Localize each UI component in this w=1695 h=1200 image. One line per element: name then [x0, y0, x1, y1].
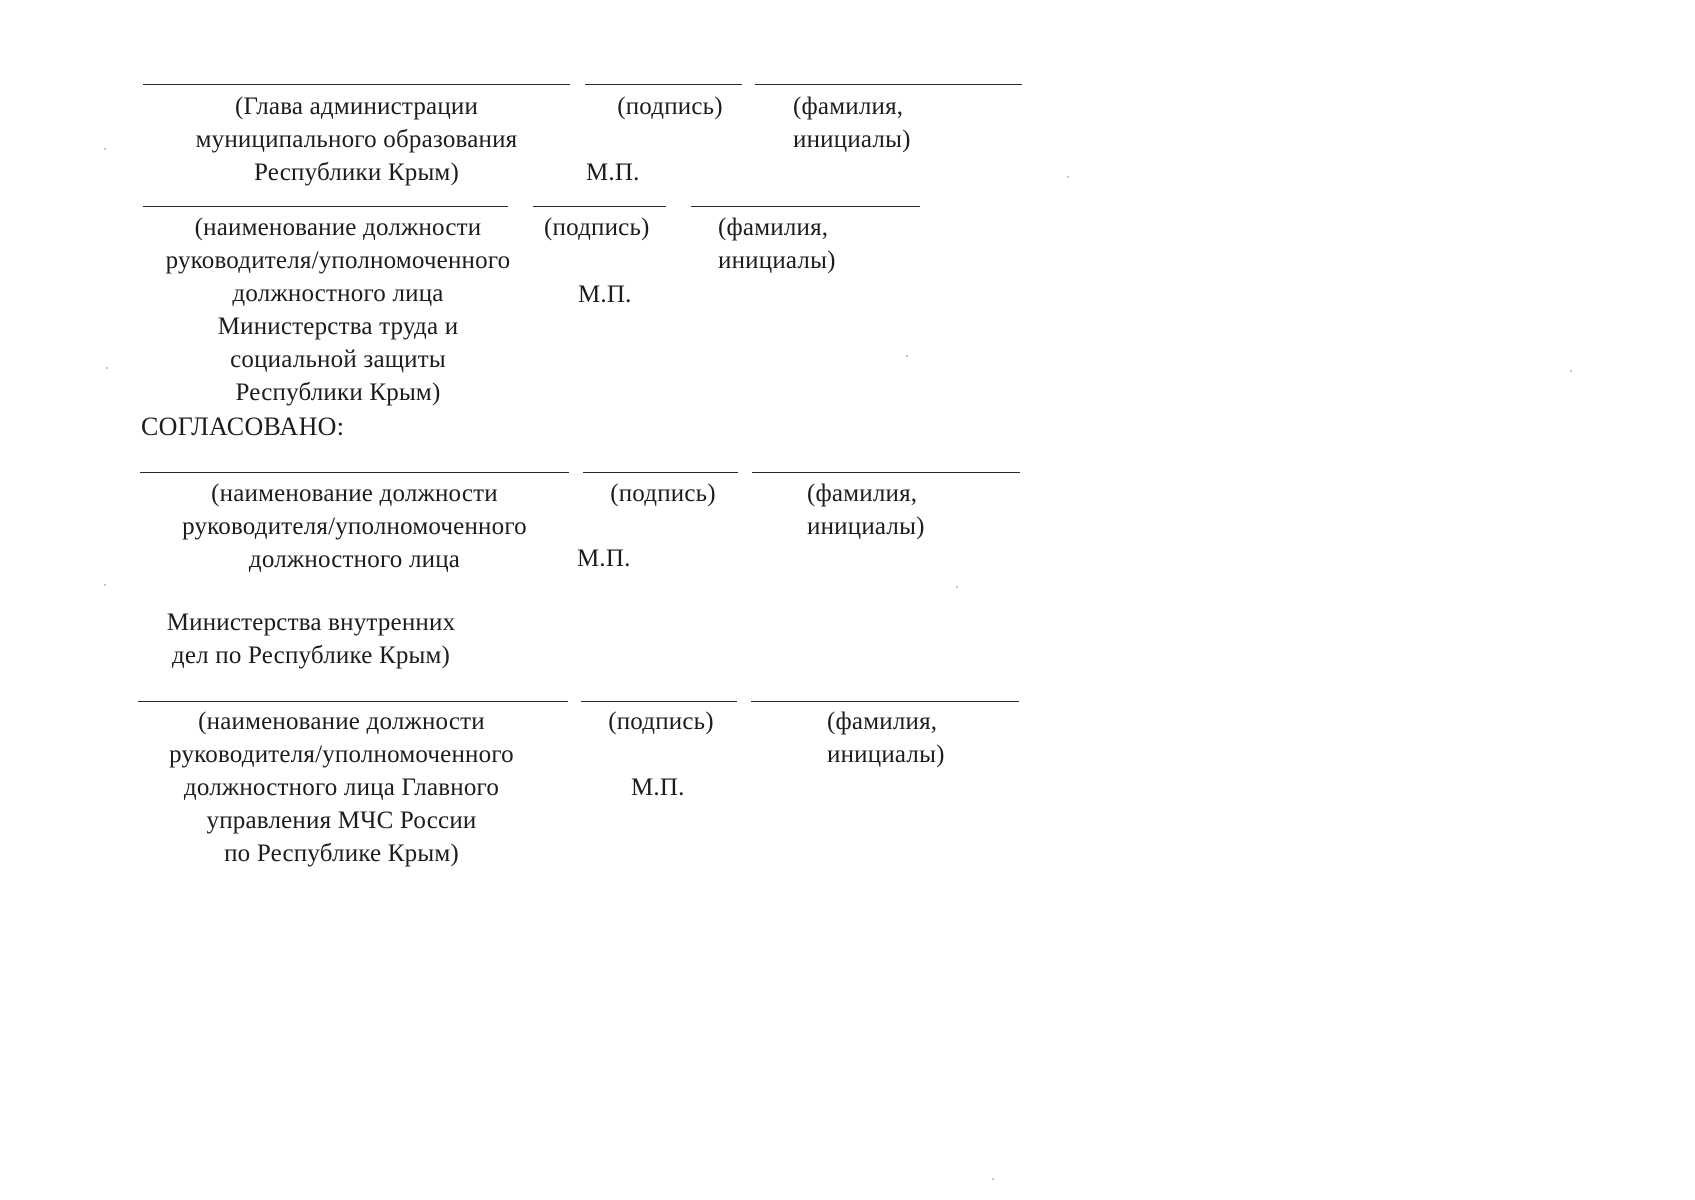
- signature-line: [533, 206, 666, 207]
- name-signature-line: [691, 206, 920, 207]
- stamp-label: М.П.: [631, 774, 685, 801]
- position-caption: (наименование должности руководителя/уполномоченного должностного лица Министерства труда и социальной защиты Республики Крым): [165, 214, 511, 406]
- name-signature-line: [752, 472, 1020, 473]
- position-caption-continued: Министерства внутренних дел по Республике Крым): [166, 609, 456, 669]
- scan-speck: [104, 148, 106, 150]
- scan-speck: [1570, 370, 1572, 372]
- name-signature-line: [751, 701, 1019, 702]
- name-caption: (фамилия, инициалы): [718, 214, 836, 274]
- signature-caption: (подпись): [617, 93, 723, 120]
- scan-speck: [992, 1178, 994, 1180]
- scan-speck: [1067, 176, 1069, 178]
- position-signature-line: [143, 84, 570, 85]
- position-caption: (наименование должности руководителя/уполномоченного должностного лица: [182, 480, 527, 573]
- stamp-label: М.П.: [577, 545, 631, 572]
- position-signature-line: [140, 472, 569, 473]
- name-caption: (фамилия, инициалы): [807, 480, 925, 540]
- scan-speck: [104, 584, 106, 586]
- signature-caption: (подпись): [608, 708, 714, 735]
- name-caption: (фамилия, инициалы): [793, 93, 911, 153]
- position-caption: (наименование должности руководителя/уполномоченного должностного лица Главного управления МЧС России по Республике Крым): [169, 708, 514, 867]
- stamp-label: М.П.: [586, 159, 640, 186]
- signature-caption: (подпись): [544, 214, 650, 241]
- position-signature-line: [143, 206, 508, 207]
- scan-speck: [956, 586, 958, 588]
- signature-line: [581, 701, 737, 702]
- signature-line: [585, 84, 742, 85]
- stamp-label: М.П.: [578, 281, 632, 308]
- signature-caption: (подпись): [610, 480, 716, 507]
- name-caption: (фамилия, инициалы): [827, 708, 945, 768]
- scan-speck: [906, 355, 908, 357]
- agreed-heading: СОГЛАСОВАНО:: [141, 412, 345, 441]
- signature-line: [583, 472, 738, 473]
- position-signature-line: [138, 701, 568, 702]
- scan-speck: [106, 367, 108, 369]
- position-caption: (Глава администрации муниципального образования Республики Крым): [195, 93, 518, 186]
- name-signature-line: [755, 84, 1022, 85]
